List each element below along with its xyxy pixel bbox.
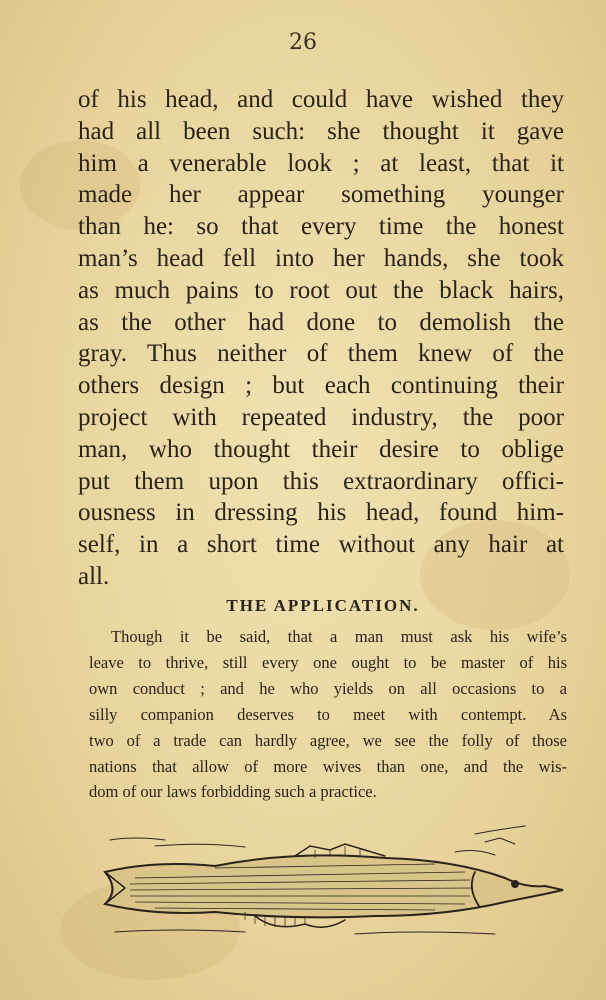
body-line: gray. Thus neither of them knew of the xyxy=(78,340,564,368)
body-line: ousness in dressing his head, found him- xyxy=(78,499,564,527)
page-number: 26 xyxy=(289,30,317,55)
application-line: leave to thrive, still every one ought to be master of his xyxy=(89,652,567,672)
body-line: self, in a short time without any hair at xyxy=(78,531,564,559)
fish-woodcut-illustration xyxy=(95,820,565,945)
application-line: own conduct ; and he who yields on all occasions to a xyxy=(89,678,567,698)
application-text xyxy=(89,624,567,805)
body-line: made her appear something younger xyxy=(78,181,564,209)
body-line: of his head, and could have wished they xyxy=(78,86,564,113)
body-line: others design ; but each continuing their xyxy=(78,372,564,400)
body-line: project with repeated industry, the poor xyxy=(78,403,564,431)
application-line: Though it be said, that a man must ask his wife’s xyxy=(111,627,567,646)
body-line: than he: so that every time the honest xyxy=(78,213,564,241)
body-text xyxy=(78,84,564,593)
body-line: man’s head fell into her hands, she took xyxy=(78,244,564,272)
body-line: had all been such: she thought it gave xyxy=(78,117,564,145)
section-title: THE APPLICATION. xyxy=(226,596,420,615)
body-line: him a venerable look ; at least, that it xyxy=(78,149,564,177)
application-line: dom of our laws forbidding such a practice. xyxy=(89,782,377,802)
body-line: as much pains to root out the black hairs, xyxy=(78,276,564,304)
body-line: put them upon this extraordinary offici- xyxy=(78,467,564,495)
body-line: as the other had done to demolish the xyxy=(78,308,564,336)
body-line: man, who thought their desire to oblige xyxy=(78,435,564,463)
body-line: all. xyxy=(78,562,110,590)
application-line: silly companion deserves to meet with contempt. As xyxy=(89,704,567,724)
application-line: two of a trade can hardly agree, we see the folly of those xyxy=(89,730,567,750)
application-line: nations that allow of more wives than one, and the wis- xyxy=(89,756,567,776)
